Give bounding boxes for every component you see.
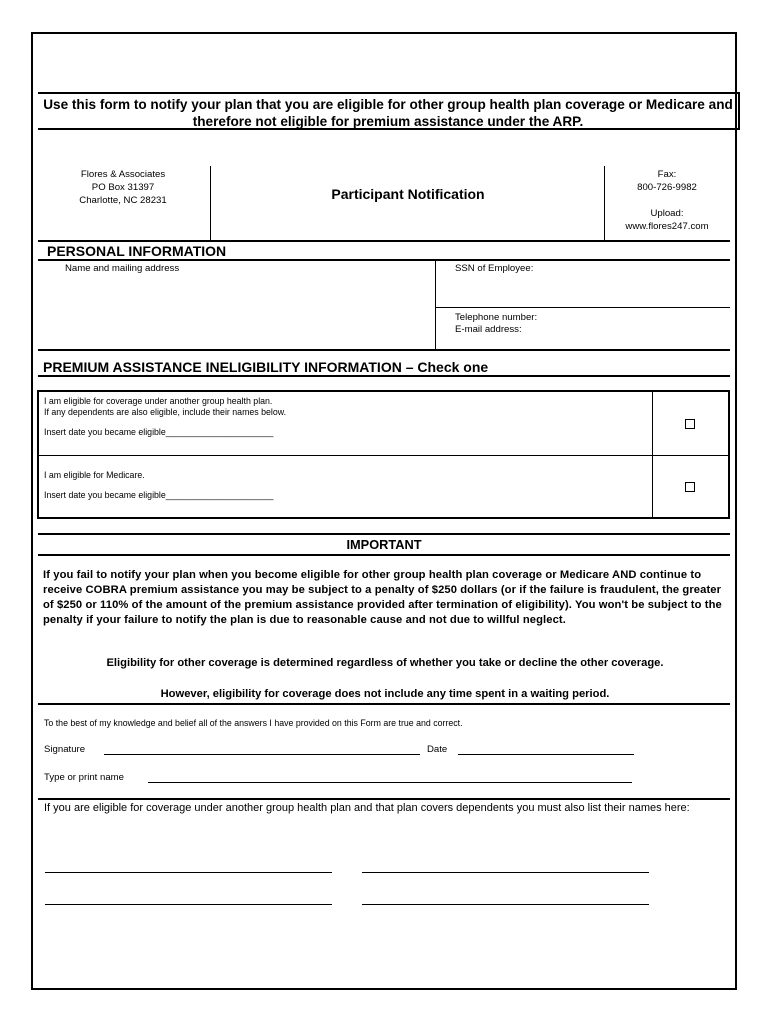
- email-label: E-mail address:: [455, 324, 522, 335]
- company-address: [48, 168, 198, 207]
- fax-label: Fax:: [657, 169, 677, 180]
- certification-statement: To the best of my knowledge and belief all of the answers I have provided on this Form are true and correct.: [44, 718, 463, 728]
- ssn-field[interactable]: [540, 261, 725, 305]
- signature-label: Signature: [44, 744, 86, 755]
- waiting-period-note: However, eligibility for coverage does not include any time spent in a waiting period.: [160, 688, 610, 700]
- intro-banner: Use this form to notify your plan that you are eligible for other group health plan coverage or Medicare and therefore not eligible for premium assistance under the ARP.: [38, 92, 740, 130]
- dependents-top-rule: [38, 798, 730, 800]
- name-address-field[interactable]: [60, 276, 430, 342]
- company-name: Flores & Associates: [80, 169, 166, 180]
- option-medicare-text: I am eligible for Medicare.: [44, 470, 145, 480]
- header-bottom-rule: [38, 240, 730, 242]
- option-group-plan-note: If any dependents are also eligible, include their names below.: [44, 407, 287, 417]
- date-field[interactable]: [458, 754, 634, 755]
- option-medicare-date[interactable]: Insert date you became eligible______________________: [44, 490, 274, 500]
- option-medicare: [44, 470, 273, 501]
- option-group-plan-date[interactable]: Insert date you became eligible______________________: [44, 427, 274, 437]
- dependent-name-field-1[interactable]: [45, 872, 332, 873]
- important-heading: IMPORTANT: [346, 537, 422, 552]
- signature-field[interactable]: [104, 754, 420, 755]
- personal-bottom-rule: [38, 349, 730, 351]
- important-bottom-rule: [38, 703, 730, 705]
- header-divider-left: [210, 166, 211, 240]
- group-plan-checkbox[interactable]: [685, 419, 695, 429]
- address-line-2: Charlotte, NC 28231: [79, 195, 167, 206]
- fax-number: 800-726-9982: [637, 182, 697, 193]
- form-title: Participant Notification: [331, 186, 485, 202]
- ssn-label: SSN of Employee:: [455, 263, 534, 274]
- address-line-1: PO Box 31397: [91, 182, 155, 193]
- personal-info-heading: PERSONAL INFORMATION: [47, 243, 227, 259]
- option-group-plan: [44, 396, 286, 438]
- telephone-label: Telephone number:: [455, 312, 538, 323]
- penalty-paragraph: If you fail to notify your plan when you become eligible for other group health plan coverage or Medicare AND continue to receive COBRA premium assistance you may be subject to a penalty of $250 dollars (or if the failure is fraudulent, the greater of $250 or 110% of the amount of the premium assistance provided after termination of eligibility). You won't be subject to the penalty if your failure to notify the plan is due to reasonable cause and not due to willful neglect.: [43, 569, 722, 626]
- personal-divider: [435, 259, 436, 349]
- option-group-plan-text: I am eligible for coverage under another group health plan.: [44, 396, 273, 406]
- header-divider-right: [604, 166, 605, 240]
- premium-heading-rule: [38, 375, 730, 377]
- date-label: Date: [427, 744, 448, 755]
- upload-label: Upload:: [650, 208, 684, 219]
- medicare-checkbox[interactable]: [685, 482, 695, 492]
- print-name-label: Type or print name: [44, 772, 124, 783]
- name-address-label: Name and mailing address: [65, 263, 180, 274]
- options-separator: [39, 455, 728, 456]
- dependent-name-field-2[interactable]: [362, 872, 649, 873]
- important-top-rule: [38, 533, 730, 535]
- dependent-name-field-4[interactable]: [362, 904, 649, 905]
- contact-info: [606, 168, 728, 233]
- upload-url[interactable]: www.flores247.com: [625, 221, 709, 232]
- important-heading-rule: [38, 554, 730, 556]
- ssn-rule: [436, 307, 730, 308]
- eligibility-note: Eligibility for other coverage is determined regardless of whether you take or decline the other coverage.: [106, 657, 664, 669]
- dependents-instructions: If you are eligible for coverage under another group health plan and that plan covers dependents you must also list their names here:: [44, 802, 690, 814]
- dependent-name-field-3[interactable]: [45, 904, 332, 905]
- premium-heading: PREMIUM ASSISTANCE INELIGIBILITY INFORMATION – Check one: [43, 359, 489, 375]
- print-name-field[interactable]: [148, 782, 632, 783]
